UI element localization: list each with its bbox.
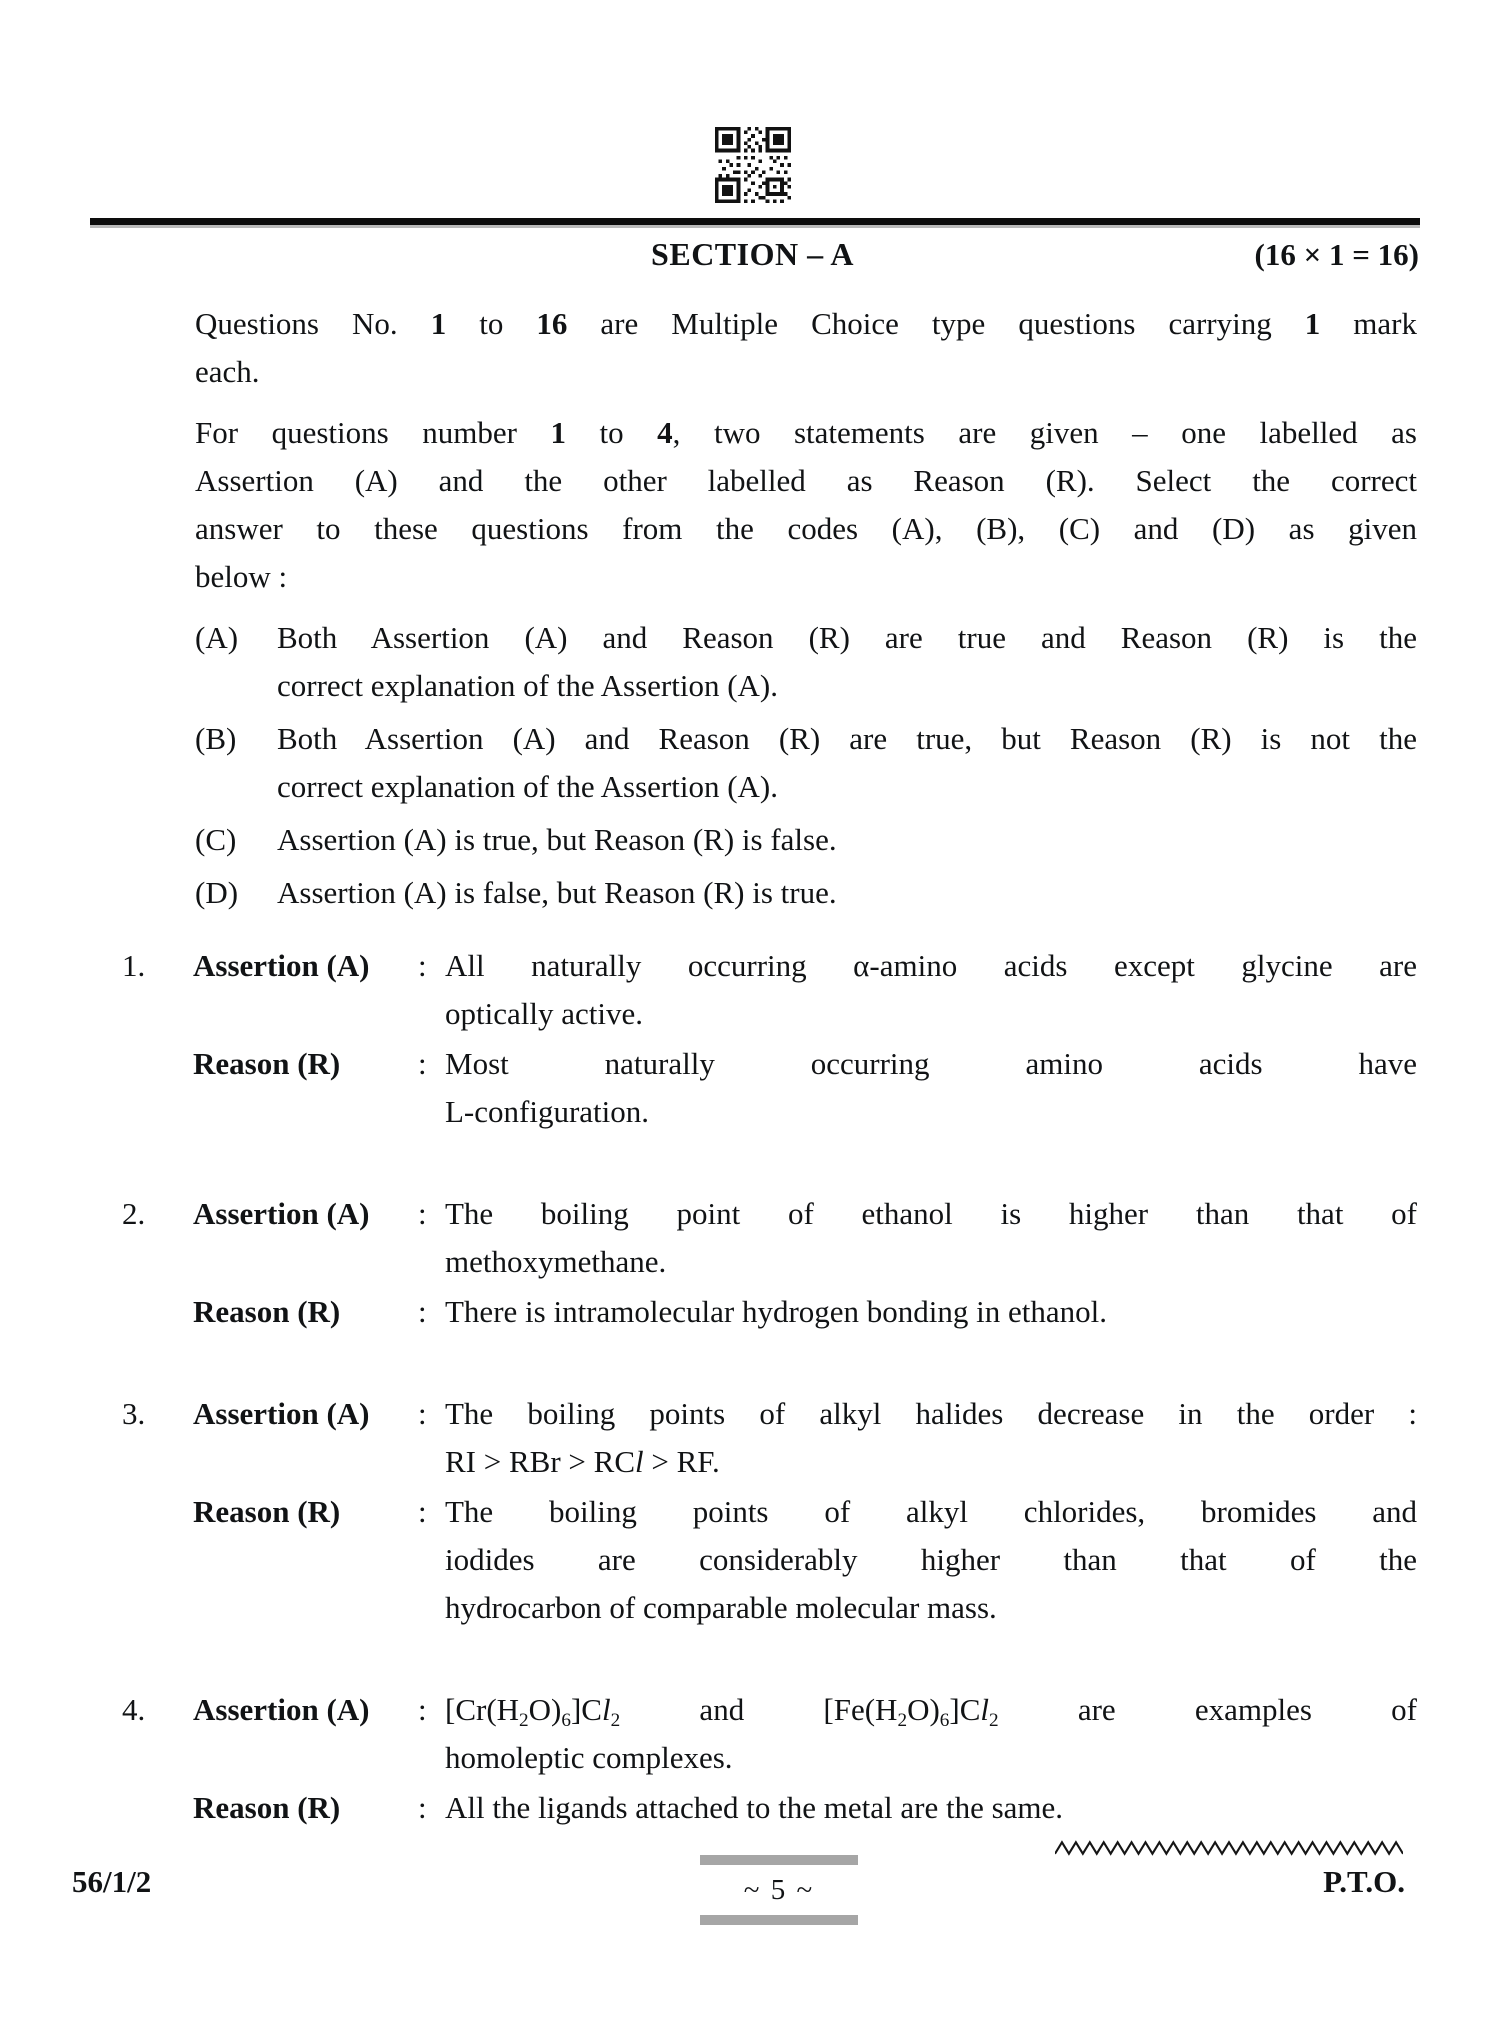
part-label: Assertion (A) [193, 1396, 370, 1431]
code-text [277, 869, 1417, 917]
text-line: homoleptic complexes. [445, 1740, 733, 1775]
code-text [277, 816, 1417, 864]
question-part [193, 1288, 1417, 1336]
code-item [195, 715, 1417, 811]
text-line: All naturally occurring α-amino acids except glycine are [445, 948, 1417, 983]
footer-page-number: ~ 5 ~ [743, 1874, 815, 1906]
intro-block [195, 300, 1417, 922]
question-item [122, 942, 1416, 1136]
question-part [193, 1488, 1417, 1632]
text-line: RI > RBr > RCl > RF. [445, 1444, 720, 1479]
question-number: 2. [122, 1196, 146, 1231]
question-part [193, 1190, 1417, 1286]
intro-paragraphs [195, 300, 1417, 601]
text-line: $[Cr(H_2O)_6]Cl_2$ and $[Fe(H_2O)_6]Cl_2$ are examples of [445, 1692, 1418, 1732]
part-text [445, 942, 1417, 1038]
text-line: answer to these questions from the codes (A), (B), (C) and (D) as given [195, 511, 1417, 546]
part-text [445, 1288, 1417, 1336]
code-marker: (D) [195, 875, 239, 910]
question-number: 4. [122, 1692, 146, 1727]
question-body [193, 1190, 1417, 1336]
text-line: each. [195, 354, 260, 389]
part-label: Assertion (A) [193, 1692, 370, 1727]
text-line: Assertion (A) is false, but Reason (R) is true. [277, 875, 837, 910]
part-separator: : [418, 1692, 427, 1727]
text-line: There is intramolecular hydrogen bonding in ethanol. [445, 1294, 1108, 1329]
text-line: Assertion (A) and the other labelled as Reason (R). Select the correct [195, 463, 1417, 498]
part-separator: : [418, 1790, 427, 1825]
text-line: For questions number 1 to 4, two statements are given – one labelled as [195, 415, 1417, 450]
part-text [445, 1190, 1417, 1286]
text-line: Questions No. 1 to 16 are Multiple Choice type questions carrying 1 mark [195, 306, 1417, 341]
footer-page-number-group [700, 1855, 858, 1925]
part-label: Assertion (A) [193, 1196, 370, 1231]
part-label: Reason (R) [193, 1494, 341, 1529]
text-line: The boiling points of alkyl halides decrease in the order : [445, 1396, 1417, 1431]
part-separator: : [418, 1196, 427, 1231]
text-line: methoxymethane. [445, 1244, 667, 1279]
marks-note: (16 × 1 = 16) [1254, 237, 1419, 272]
question-item [122, 1390, 1416, 1632]
question-item [122, 1190, 1416, 1336]
part-text [445, 1390, 1417, 1486]
code-item [195, 614, 1417, 710]
text-line: Both Assertion (A) and Reason (R) are true and Reason (R) is the [277, 620, 1417, 655]
text-line: hydrocarbon of comparable molecular mass. [445, 1590, 997, 1625]
part-label: Assertion (A) [193, 948, 370, 983]
code-item [195, 869, 1417, 917]
text-line: optically active. [445, 996, 643, 1031]
question-part [193, 1686, 1417, 1782]
part-text [445, 1784, 1417, 1832]
part-label: Reason (R) [193, 1790, 341, 1825]
text-line: Both Assertion (A) and Reason (R) are true, but Reason (R) is not the [277, 721, 1417, 756]
part-separator: : [418, 1294, 427, 1329]
text-line: L-configuration. [445, 1094, 650, 1129]
text-line: The boiling points of alkyl chlorides, bromides and [445, 1494, 1417, 1529]
text-line: All the ligands attached to the metal are the same. [445, 1790, 1064, 1825]
footer-paper-code: 56/1/2 [72, 1864, 152, 1899]
code-marker: (C) [195, 822, 237, 857]
part-separator: : [418, 1046, 427, 1081]
code-item [195, 816, 1417, 864]
code-marker: (B) [195, 721, 237, 756]
part-text [445, 1686, 1417, 1782]
page-number-bar-top [700, 1855, 858, 1865]
zigzag-line [1055, 1840, 1403, 1856]
intro-paragraph [195, 409, 1417, 601]
question-part [193, 1040, 1417, 1136]
question-number: 3. [122, 1396, 146, 1431]
question-item [122, 1686, 1416, 1832]
text-line: correct explanation of the Assertion (A). [277, 668, 778, 703]
header-divider [90, 218, 1420, 225]
qr-code [715, 126, 791, 204]
text-line: below : [195, 559, 288, 594]
question-body [193, 1686, 1417, 1832]
part-text [445, 1488, 1417, 1632]
question-list [122, 942, 1416, 1886]
part-separator: : [418, 1494, 427, 1529]
question-part [193, 942, 1417, 1038]
code-marker: (A) [195, 620, 239, 655]
part-label: Reason (R) [193, 1294, 341, 1329]
part-text [445, 1040, 1417, 1136]
part-separator: : [418, 948, 427, 983]
text-line: Assertion (A) is true, but Reason (R) is false. [277, 822, 837, 857]
question-body [193, 942, 1417, 1136]
text-line: correct explanation of the Assertion (A). [277, 769, 778, 804]
part-label: Reason (R) [193, 1046, 341, 1081]
section-title: SECTION – A [651, 236, 854, 272]
question-number: 1. [122, 948, 146, 983]
text-line: iodides are considerably higher than that of the [445, 1542, 1417, 1577]
text-line: Most naturally occurring amino acids have [445, 1046, 1417, 1081]
code-text [277, 715, 1417, 811]
page-number-bar-bottom [700, 1915, 858, 1925]
text-line: The boiling point of ethanol is higher than that of [445, 1196, 1417, 1231]
footer-pto: P.T.O. [1323, 1864, 1405, 1899]
question-part [193, 1784, 1417, 1832]
part-separator: : [418, 1396, 427, 1431]
codes-list [195, 614, 1417, 917]
question-body [193, 1390, 1417, 1632]
code-text [277, 614, 1417, 710]
question-part [193, 1390, 1417, 1486]
intro-paragraph [195, 300, 1417, 396]
